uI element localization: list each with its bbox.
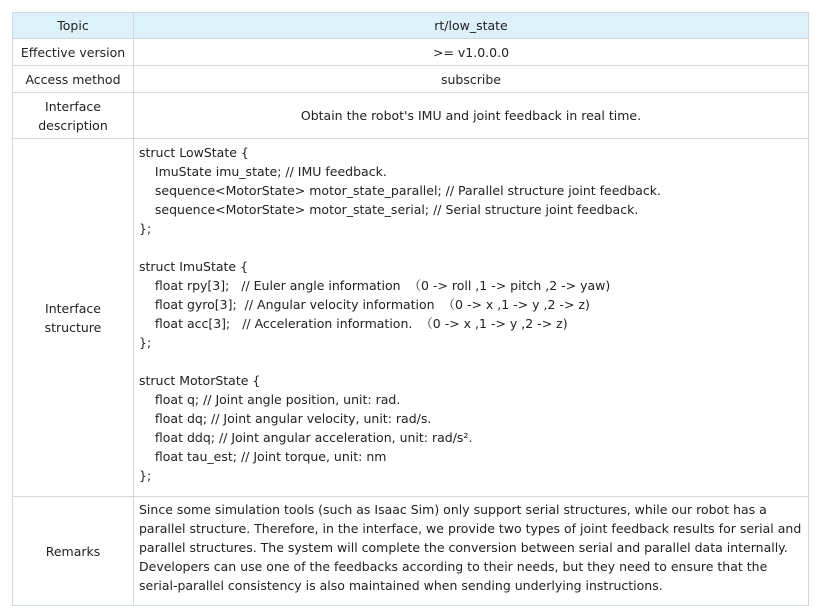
access-value: subscribe [134, 66, 809, 93]
description-value: Obtain the robot's IMU and joint feedback in real time. [134, 93, 809, 139]
interface-spec-table [12, 12, 809, 606]
code-line: }; [139, 221, 152, 236]
code-line: ImuState imu_state; // IMU feedback. [139, 164, 387, 179]
code-line: }; [139, 468, 152, 483]
code-line: sequence<MotorState> motor_state_serial; // Serial structure joint feedback. [139, 202, 639, 217]
code-line: float ddq; // Joint angular acceleration, unit: rad/s². [139, 430, 473, 445]
structure-row [13, 139, 809, 497]
code-line: }; [139, 335, 152, 350]
version-row [13, 39, 809, 66]
code-line: struct ImuState { [139, 259, 249, 274]
description-label-line2: description [38, 117, 108, 133]
code-line: struct LowState { [139, 145, 249, 160]
version-value: >= v1.0.0.0 [134, 39, 809, 66]
version-label: Effective version [13, 39, 134, 66]
code-line: float rpy[3]; // Euler angle information （0 -> roll ,1 -> pitch ,2 -> yaw) [139, 278, 611, 293]
header-row [13, 13, 809, 39]
code-line [139, 238, 803, 257]
code-line: struct MotorState { [139, 373, 261, 388]
remarks-row [13, 497, 809, 606]
description-label [13, 93, 134, 139]
code-line: float tau_est; // Joint torque, unit: nm [139, 449, 387, 464]
code-line: float q; // Joint angle position, unit: rad. [139, 392, 401, 407]
code-line [139, 352, 803, 371]
topic-label: Topic [13, 13, 134, 39]
structure-label: Interface structure [13, 139, 134, 497]
remarks-value: Since some simulation tools (such as Isaac Sim) only support serial structures, while our robot has a parallel structure. Therefore, in the interface, we provide two types of joint feedback results for serial and parallel structures. The system will complete the conversion between serial and parallel data internally. Developers can use one of the feedbacks according to their needs, but they need to ensure that the serial-parallel consistency is also maintained when sending underlying instructions. [134, 497, 809, 606]
structure-code-block [134, 139, 809, 497]
code-line: float gyro[3]; // Angular velocity information （0 -> x ,1 -> y ,2 -> z) [139, 297, 590, 312]
code-line: sequence<MotorState> motor_state_parallel; // Parallel structure joint feedback. [139, 183, 662, 198]
description-row [13, 93, 809, 139]
access-row [13, 66, 809, 93]
topic-value: rt/low_state [134, 13, 809, 39]
remarks-label: Remarks [13, 497, 134, 606]
code-line: float acc[3]; // Acceleration information. （0 -> x ,1 -> y ,2 -> z) [139, 316, 568, 331]
code-line: float dq; // Joint angular velocity, unit: rad/s. [139, 411, 432, 426]
access-label: Access method [13, 66, 134, 93]
description-label-line1: Interface [45, 98, 101, 114]
